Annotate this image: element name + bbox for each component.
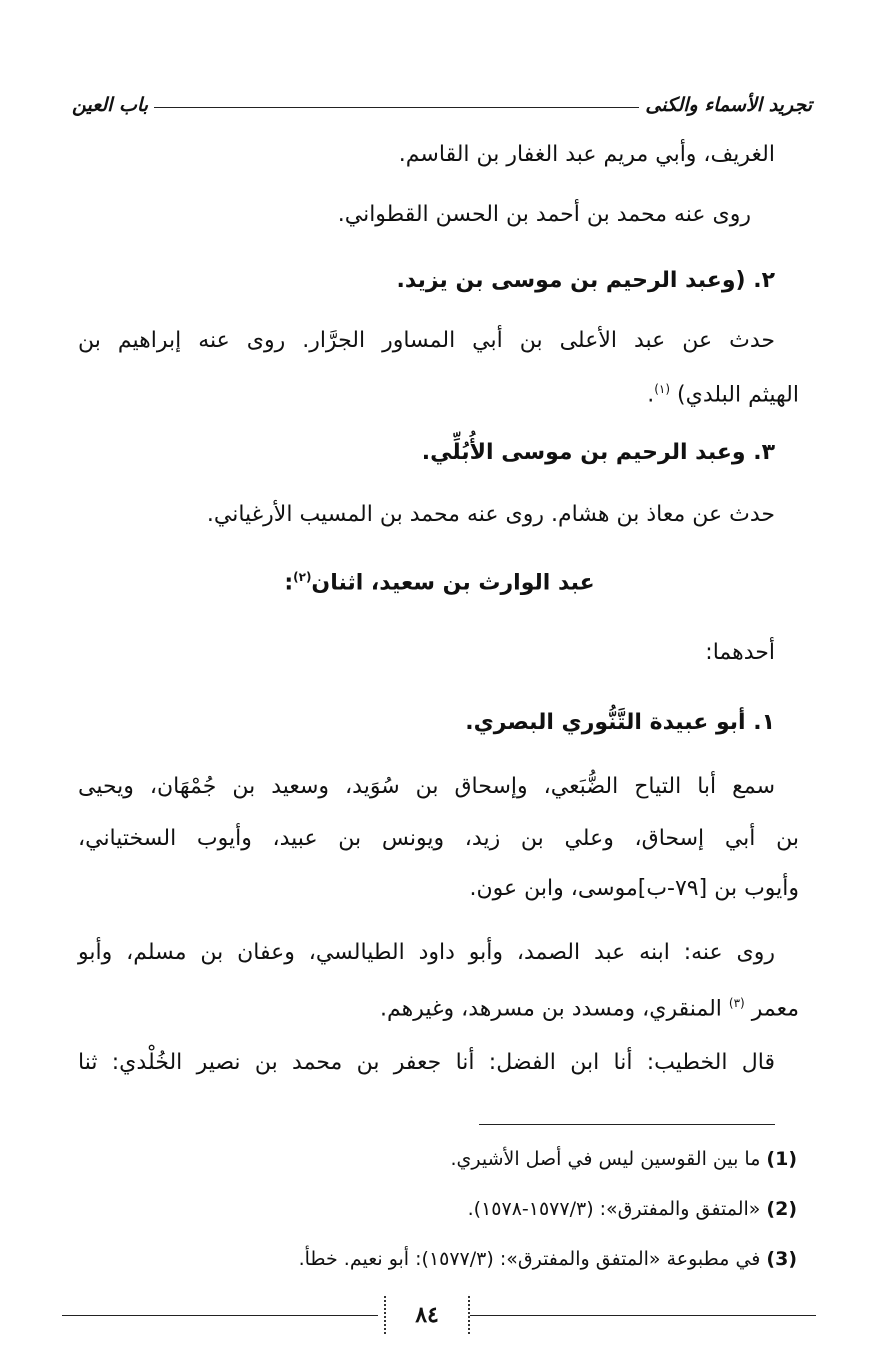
- section-heading: [0, 562, 879, 598]
- footnote-text: «المتفق والمفترق»: (١٥٧٧/٣-١٥٧٨).: [467, 1198, 761, 1220]
- header-chapter-title: باب العين: [72, 94, 149, 116]
- header-book-title: تجريد الأسماء والكنى: [645, 94, 812, 116]
- footnote-marker: (١): [654, 382, 671, 396]
- running-header: [72, 76, 812, 116]
- footnote-text: ما بين القوسين ليس في أصل الأشيري.: [450, 1148, 761, 1170]
- footnote-marker: (٢): [293, 570, 312, 584]
- punctuation: :: [284, 570, 294, 596]
- punctuation: .: [647, 382, 655, 408]
- page-number: ٨٤: [384, 1296, 470, 1334]
- footnote-rule: [479, 1124, 775, 1125]
- footnote-number: (2): [766, 1198, 797, 1220]
- footnote-number: (1): [766, 1148, 797, 1170]
- body-line: الغريف، وأبي مريم عبد الغفار بن القاسم.: [398, 142, 775, 167]
- body-text: المنقري، ومسدد بن مسرهد، وغيرهم.: [379, 996, 722, 1022]
- body-line: قال الخطيب: أنا ابن الفضل: أنا جعفر بن محمد بن نصير الخُلْدي: ثنا: [78, 1050, 775, 1075]
- footer-rule-left: [62, 1315, 378, 1316]
- footnote-marker: (٣): [728, 996, 745, 1010]
- body-line: بن أبي إسحاق، وعلي بن زيد، ويونس بن عبيد، وأيوب السختياني،: [78, 826, 799, 851]
- body-line: أحدهما:: [705, 640, 775, 665]
- body-line: روى عنه محمد بن أحمد بن الحسن القطواني.: [337, 202, 751, 227]
- body-text: الهيثم البلدي): [677, 382, 799, 408]
- entry-heading: ١. أبو عبيدة التَّنُّوري البصري.: [465, 710, 775, 735]
- entry-heading: ٣. وعبد الرحيم بن موسى الأُبُلِّي.: [421, 440, 775, 465]
- footnote: [78, 1196, 797, 1222]
- footnote: [78, 1146, 797, 1172]
- body-line: [78, 988, 799, 1024]
- body-line: حدث عن عبد الأعلى بن أبي المساور الجرَّار. روى عنه إبراهيم بن: [78, 328, 775, 353]
- footnote-text: في مطبوعة «المتفق والمفترق»: (١٥٧٧/٣): أبو نعيم. خطأ.: [298, 1248, 761, 1270]
- section-title: عبد الوارث بن سعيد، اثنان: [311, 570, 595, 596]
- body-line: وأيوب بن [٧٩-ب]موسى، وابن عون.: [469, 876, 799, 901]
- entry-heading: ٢. (وعبد الرحيم بن موسى بن يزيد.: [396, 268, 775, 293]
- footnote-number: (3): [766, 1248, 797, 1270]
- header-rule: [154, 107, 639, 108]
- body-line: [78, 374, 799, 410]
- footer-rule-right: [470, 1315, 816, 1316]
- body-line: سمع أبا التياح الضُّبَعي، وإسحاق بن سُوَيد، وسعيد بن جُمْهَان، ويحيى: [78, 774, 775, 799]
- body-line: حدث عن معاذ بن هشام. روى عنه محمد بن المسيب الأرغياني.: [206, 502, 775, 527]
- footnote: [78, 1246, 797, 1272]
- body-line: روى عنه: ابنه عبد الصمد، وأبو داود الطيالسي، وعفان بن مسلم، وأبو: [78, 940, 775, 965]
- body-text: معمر: [751, 996, 799, 1022]
